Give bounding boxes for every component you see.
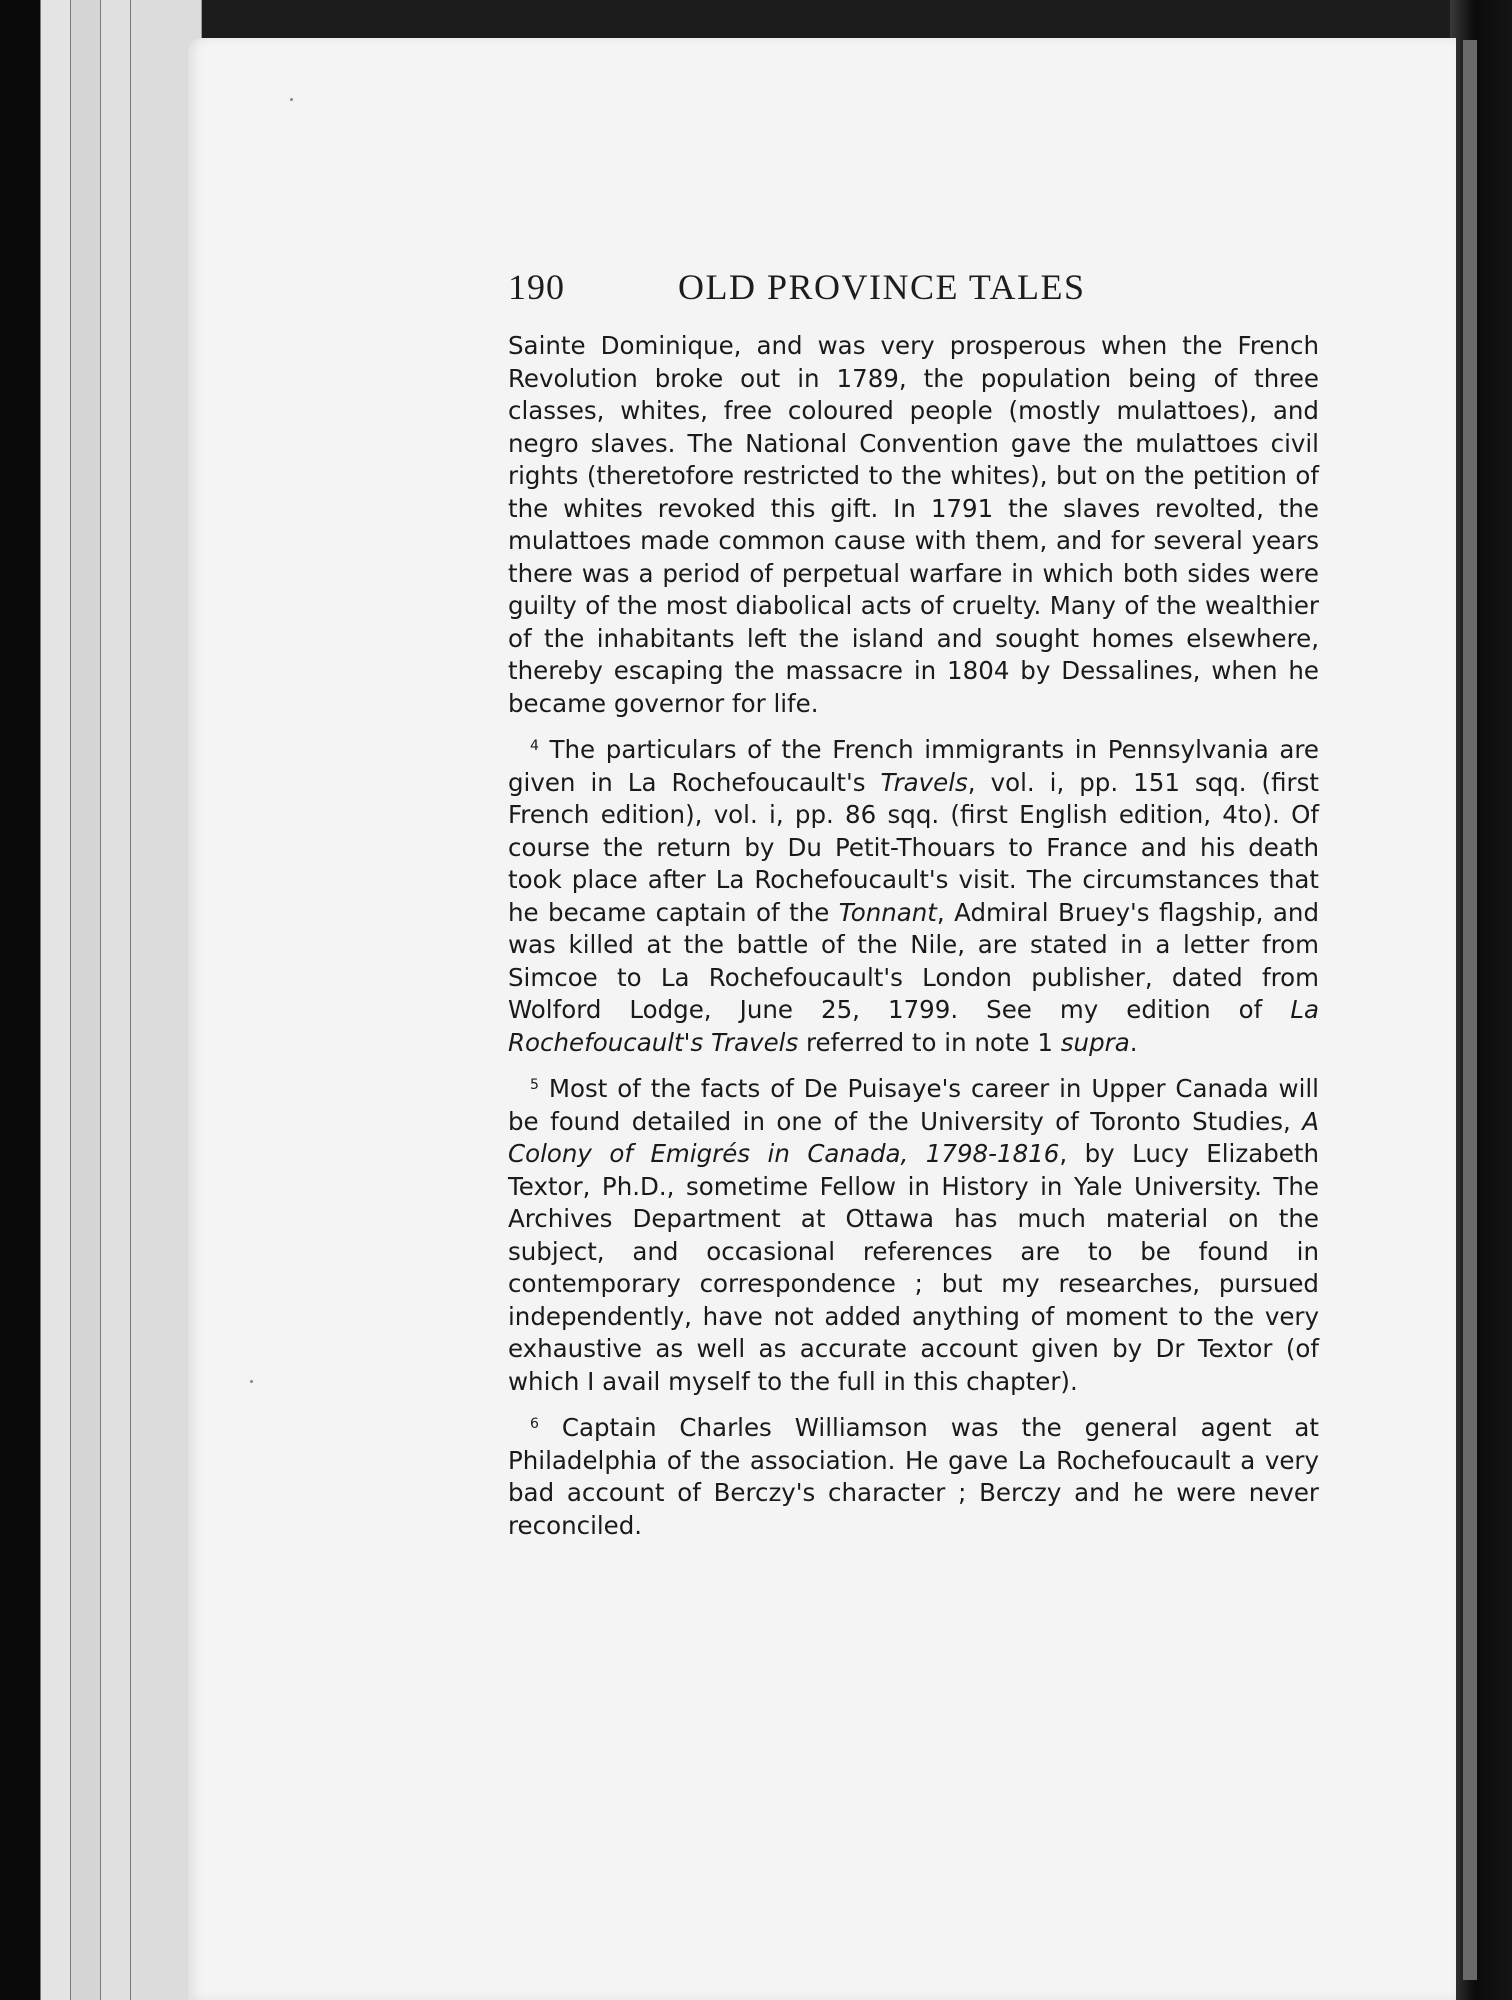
footnote-6 — [508, 1412, 1319, 1542]
running-title: OLD PROVINCE TALES — [678, 267, 1086, 307]
footnote-text: Most of the facts of De Puisaye's career in Upper Canada will be found detailed in one of the University of Toronto Studies, — [508, 1074, 1319, 1136]
footnote-text: . — [1129, 1027, 1138, 1057]
footnote-text: , vol. i, pp. 151 sqq. (first French edition), vol. i, pp. 86 sqq. (first English edition, 4to). Of course the return by Du Petit-Thouars to France and his death took place after La Rochefoucault's visit. The circumstances that he became captain of the — [508, 767, 1319, 927]
page-header — [508, 266, 1319, 316]
footnote-text: referred to in note 1 — [798, 1027, 1061, 1057]
footnote-text: , by Lucy Elizabeth Textor, Ph.D., sometime Fellow in History in Yale University. The Archives Department at Ottawa has much material on the subject, and occasional references are to be found in contemporary correspondence ; but my researches, pursued independently, have not added anything of moment to the very exhaustive as well as accurate account given by Dr Textor (of which I avail myself to the full in this chapter). — [508, 1139, 1319, 1396]
scan-right-border — [1450, 0, 1512, 2000]
italic-title: La Rochefoucault's Travels — [508, 995, 1319, 1057]
footnote-number: 5 — [530, 1077, 539, 1093]
footnote-text: The particulars of the French immigrants in Pennsylvania are given in La Rochefoucault's — [508, 735, 1319, 797]
speck — [250, 1380, 253, 1383]
italic-term: supra — [1060, 1027, 1130, 1057]
next-page-edge — [1463, 40, 1477, 1980]
footnote-number: 6 — [530, 1416, 539, 1432]
page-body — [508, 330, 1319, 1556]
footnote-text: , Admiral Bruey's flagship, and was killed at the battle of the Nile, are stated in a letter from Simcoe to La Rochefoucault's London publisher, dated from Wolford Lodge, June 25, 1799. See my edition of — [508, 897, 1319, 1024]
speck — [290, 98, 293, 101]
footnote-5 — [508, 1073, 1319, 1398]
footnote-4 — [508, 734, 1319, 1059]
page-number: 190 — [508, 267, 565, 307]
italic-title: A Colony of Emigrés in Canada, 1798-1816 — [508, 1106, 1319, 1168]
footnote-number: 4 — [530, 738, 539, 754]
italic-ship-name: Tonnant — [838, 897, 937, 927]
scan-left-border — [0, 0, 40, 2000]
paragraph-continuation: Sainte Dominique, and was very prosperous when the French Revolution broke out in 1789, the population being of three classes, whites, free coloured people (mostly mulattoes), and negro slaves. The National Convention gave the mulattoes civil rights (theretofore restricted to the whites), but on the petition of the whites revoked this gift. In 1791 the slaves revolted, the mulattoes made common cause with them, and for several years there was a period of perpetual warfare in which both sides were guilty of the most diabolical acts of cruelty. Many of the wealthier of the inhabitants left the island and sought homes elsewhere, thereby escaping the massacre in 1804 by Dessalines, when he became governor for life. — [508, 331, 1319, 718]
italic-title: Travels — [880, 767, 968, 797]
footnote-text: Captain Charles Williamson was the general agent at Philadelphia of the association. He gave La Rochefoucault a very bad account of Berczy's character ; Berczy and he were never reconciled. — [508, 1413, 1319, 1540]
